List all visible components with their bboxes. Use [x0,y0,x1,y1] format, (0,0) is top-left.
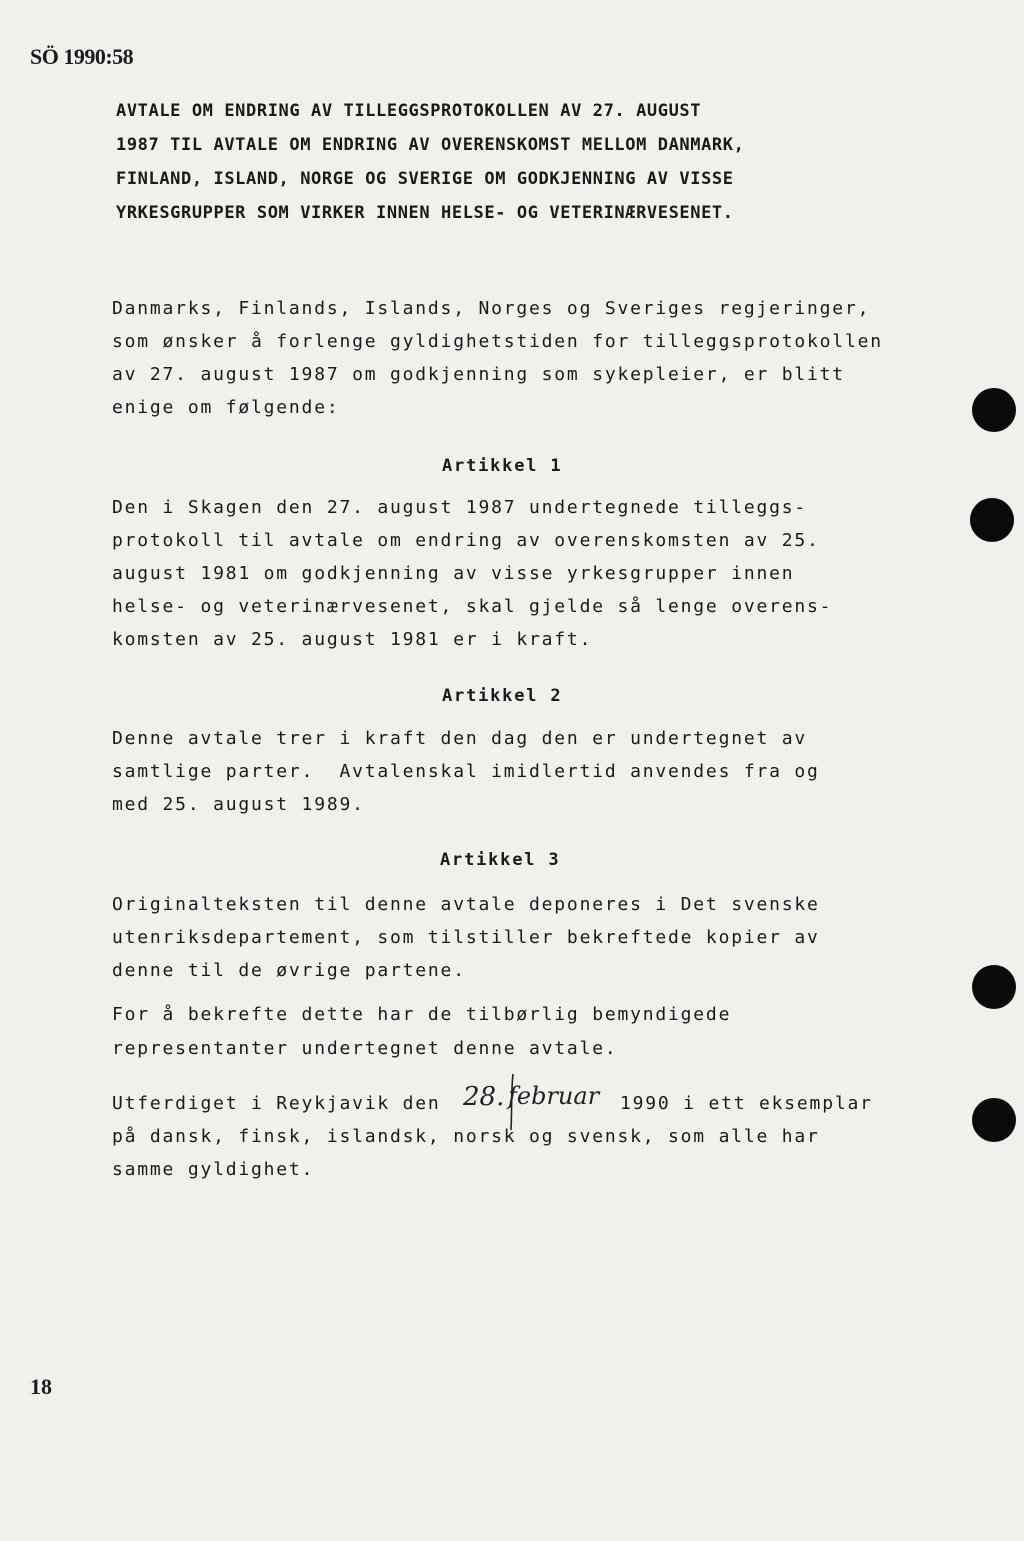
article-3-line: Originalteksten til denne avtale deponeres i Det svenske [112,894,820,915]
closing-prefix: Utferdiget i Reykjavik den [112,1093,441,1114]
article-1-title: Artikkel 1 [442,456,563,476]
series-reference: SÖ 1990:58 [30,44,134,69]
attestation-line: For å bekrefte dette har de tilbørlig bemyndigede [112,1004,732,1025]
preamble-line: av 27. august 1987 om godkjenning som sykepleier, er blitt [112,364,845,385]
article-1-line: Den i Skagen den 27. august 1987 undertegnede tilleggs- [112,497,808,518]
article-1-line: august 1981 om godkjenning av visse yrkesgrupper innen [112,563,795,584]
preamble-line: enige om følgende: [112,397,340,418]
attestation-line: representanter undertegnet denne avtale. [112,1038,618,1059]
preamble-line: Danmarks, Finlands, Islands, Norges og Sveriges regjeringer, [112,298,871,319]
punch-hole [972,965,1016,1009]
title-line: YRKESGRUPPER SOM VIRKER INNEN HELSE- OG VETERINÆRVESENET. [116,203,734,223]
article-1-line: protokoll til avtale om endring av overenskomsten av 25. [112,530,820,551]
handwriting-stroke [505,1072,519,1132]
closing-line: på dansk, finsk, islandsk, norsk og svensk, som alle har [112,1126,820,1147]
title-line: 1987 TIL AVTALE OM ENDRING AV OVERENSKOMST MELLOM DANMARK, [116,135,745,155]
title-line: FINLAND, ISLAND, NORGE OG SVERIGE OM GODKJENNING AV VISSE [116,169,734,189]
punch-hole [970,498,1014,542]
closing-line: samme gyldighet. [112,1159,315,1180]
article-3-title: Artikkel 3 [440,850,561,870]
handwritten-month: februar [508,1082,600,1110]
page-number: 18 [30,1374,52,1399]
article-3-line: utenriksdepartement, som tilstiller bekreftede kopier av [112,927,820,948]
title-line: AVTALE OM ENDRING AV TILLEGGSPROTOKOLLEN AV 27. AUGUST [116,101,702,121]
article-2-line: samtlige parter. Avtalenskal imidlertid anvendes fra og [112,761,820,782]
punch-hole [972,1098,1016,1142]
article-2-line: Denne avtale trer i kraft den dag den er undertegnet av [112,728,808,749]
article-3-line: denne til de øvrige partene. [112,960,466,981]
closing-year: 1990 i ett eksemplar [620,1093,873,1114]
document-title [116,94,744,230]
preamble-line: som ønsker å forlenge gyldighetstiden for tilleggsprotokollen [112,331,883,352]
article-1-line: helse- og veterinærvesenet, skal gjelde så lenge overens- [112,596,833,617]
article-2-line: med 25. august 1989. [112,794,365,815]
article-1-line: komsten av 25. august 1981 er i kraft. [112,629,593,650]
punch-hole [972,388,1016,432]
article-2-title: Artikkel 2 [442,686,563,706]
handwritten-day: 28. [463,1082,505,1112]
